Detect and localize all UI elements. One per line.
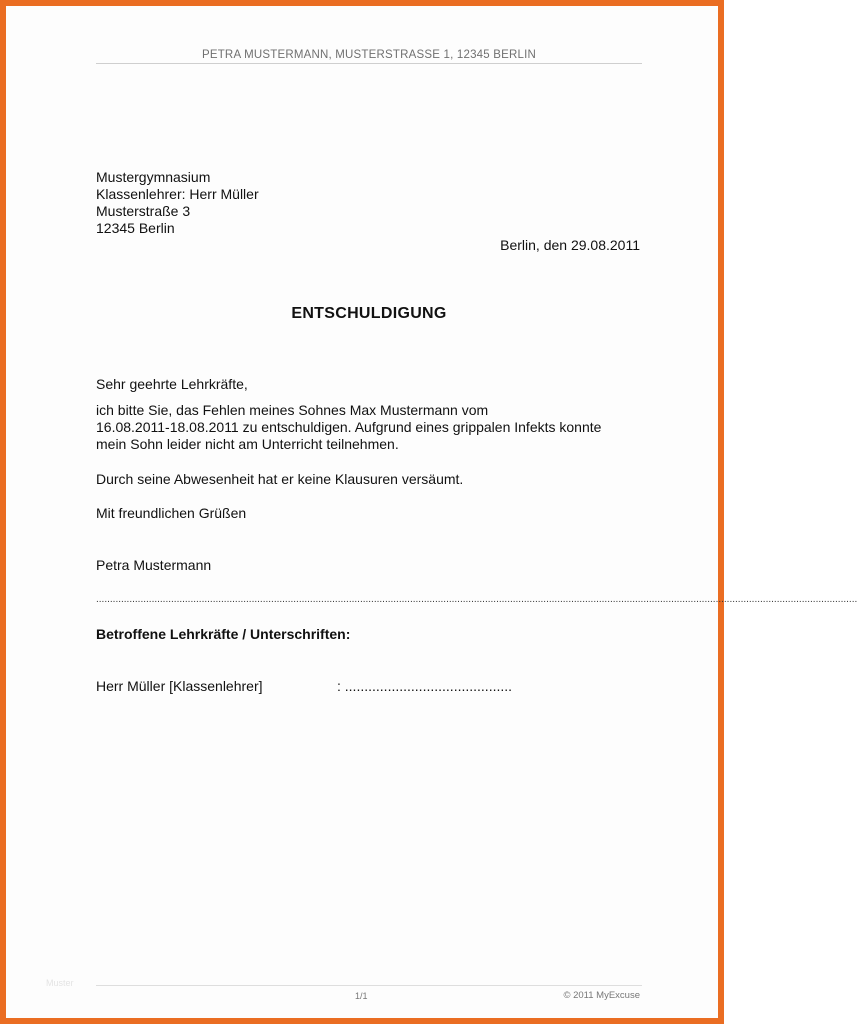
recipient-teacher: Klassenlehrer: Herr Müller [96, 186, 259, 202]
header-divider [96, 63, 642, 64]
signatures-heading: Betroffene Lehrkräfte / Unterschriften: [96, 626, 351, 642]
closing: Mit freundlichen Grüßen [96, 505, 247, 521]
dotted-separator: .................................................................................................................................................................................................................................................................................. [96, 594, 857, 605]
teacher-signature-line: : ........................................... [337, 678, 513, 694]
teacher-label: Herr Müller [Klassenlehrer] [96, 678, 263, 694]
sender-header: PETRA MUSTERMANN, MUSTERSTRASSE 1, 12345 BERLIN [201, 49, 537, 61]
copyright-notice: © 2011 MyExcuse [563, 990, 640, 1001]
footer-faint-mark: Muster [46, 978, 74, 988]
letter-page [12, 12, 857, 1024]
body-paragraph-2: Durch seine Abwesenheit hat er keine Klausuren versäumt. [96, 471, 464, 487]
recipient-street: Musterstraße 3 [96, 203, 191, 219]
body-line-2: 16.08.2011-18.08.2011 zu entschuldigen. Aufgrund eines grippalen Infekts konnte [96, 419, 602, 435]
date-line: Berlin, den 29.08.2011 [500, 237, 640, 253]
recipient-school: Mustergymnasium [96, 169, 211, 185]
page-number: 1/1 [355, 991, 368, 1001]
body-line-3: mein Sohn leider nicht am Unterricht teilnehmen. [96, 436, 399, 452]
signer-name: Petra Mustermann [96, 557, 212, 573]
recipient-city: 12345 Berlin [96, 220, 175, 236]
footer-divider [96, 985, 642, 986]
letter-title: ENTSCHULDIGUNG [291, 305, 447, 322]
salutation: Sehr geehrte Lehrkräfte, [96, 376, 248, 392]
body-line-1: ich bitte Sie, das Fehlen meines Sohnes Max Mustermann vom [96, 402, 489, 418]
